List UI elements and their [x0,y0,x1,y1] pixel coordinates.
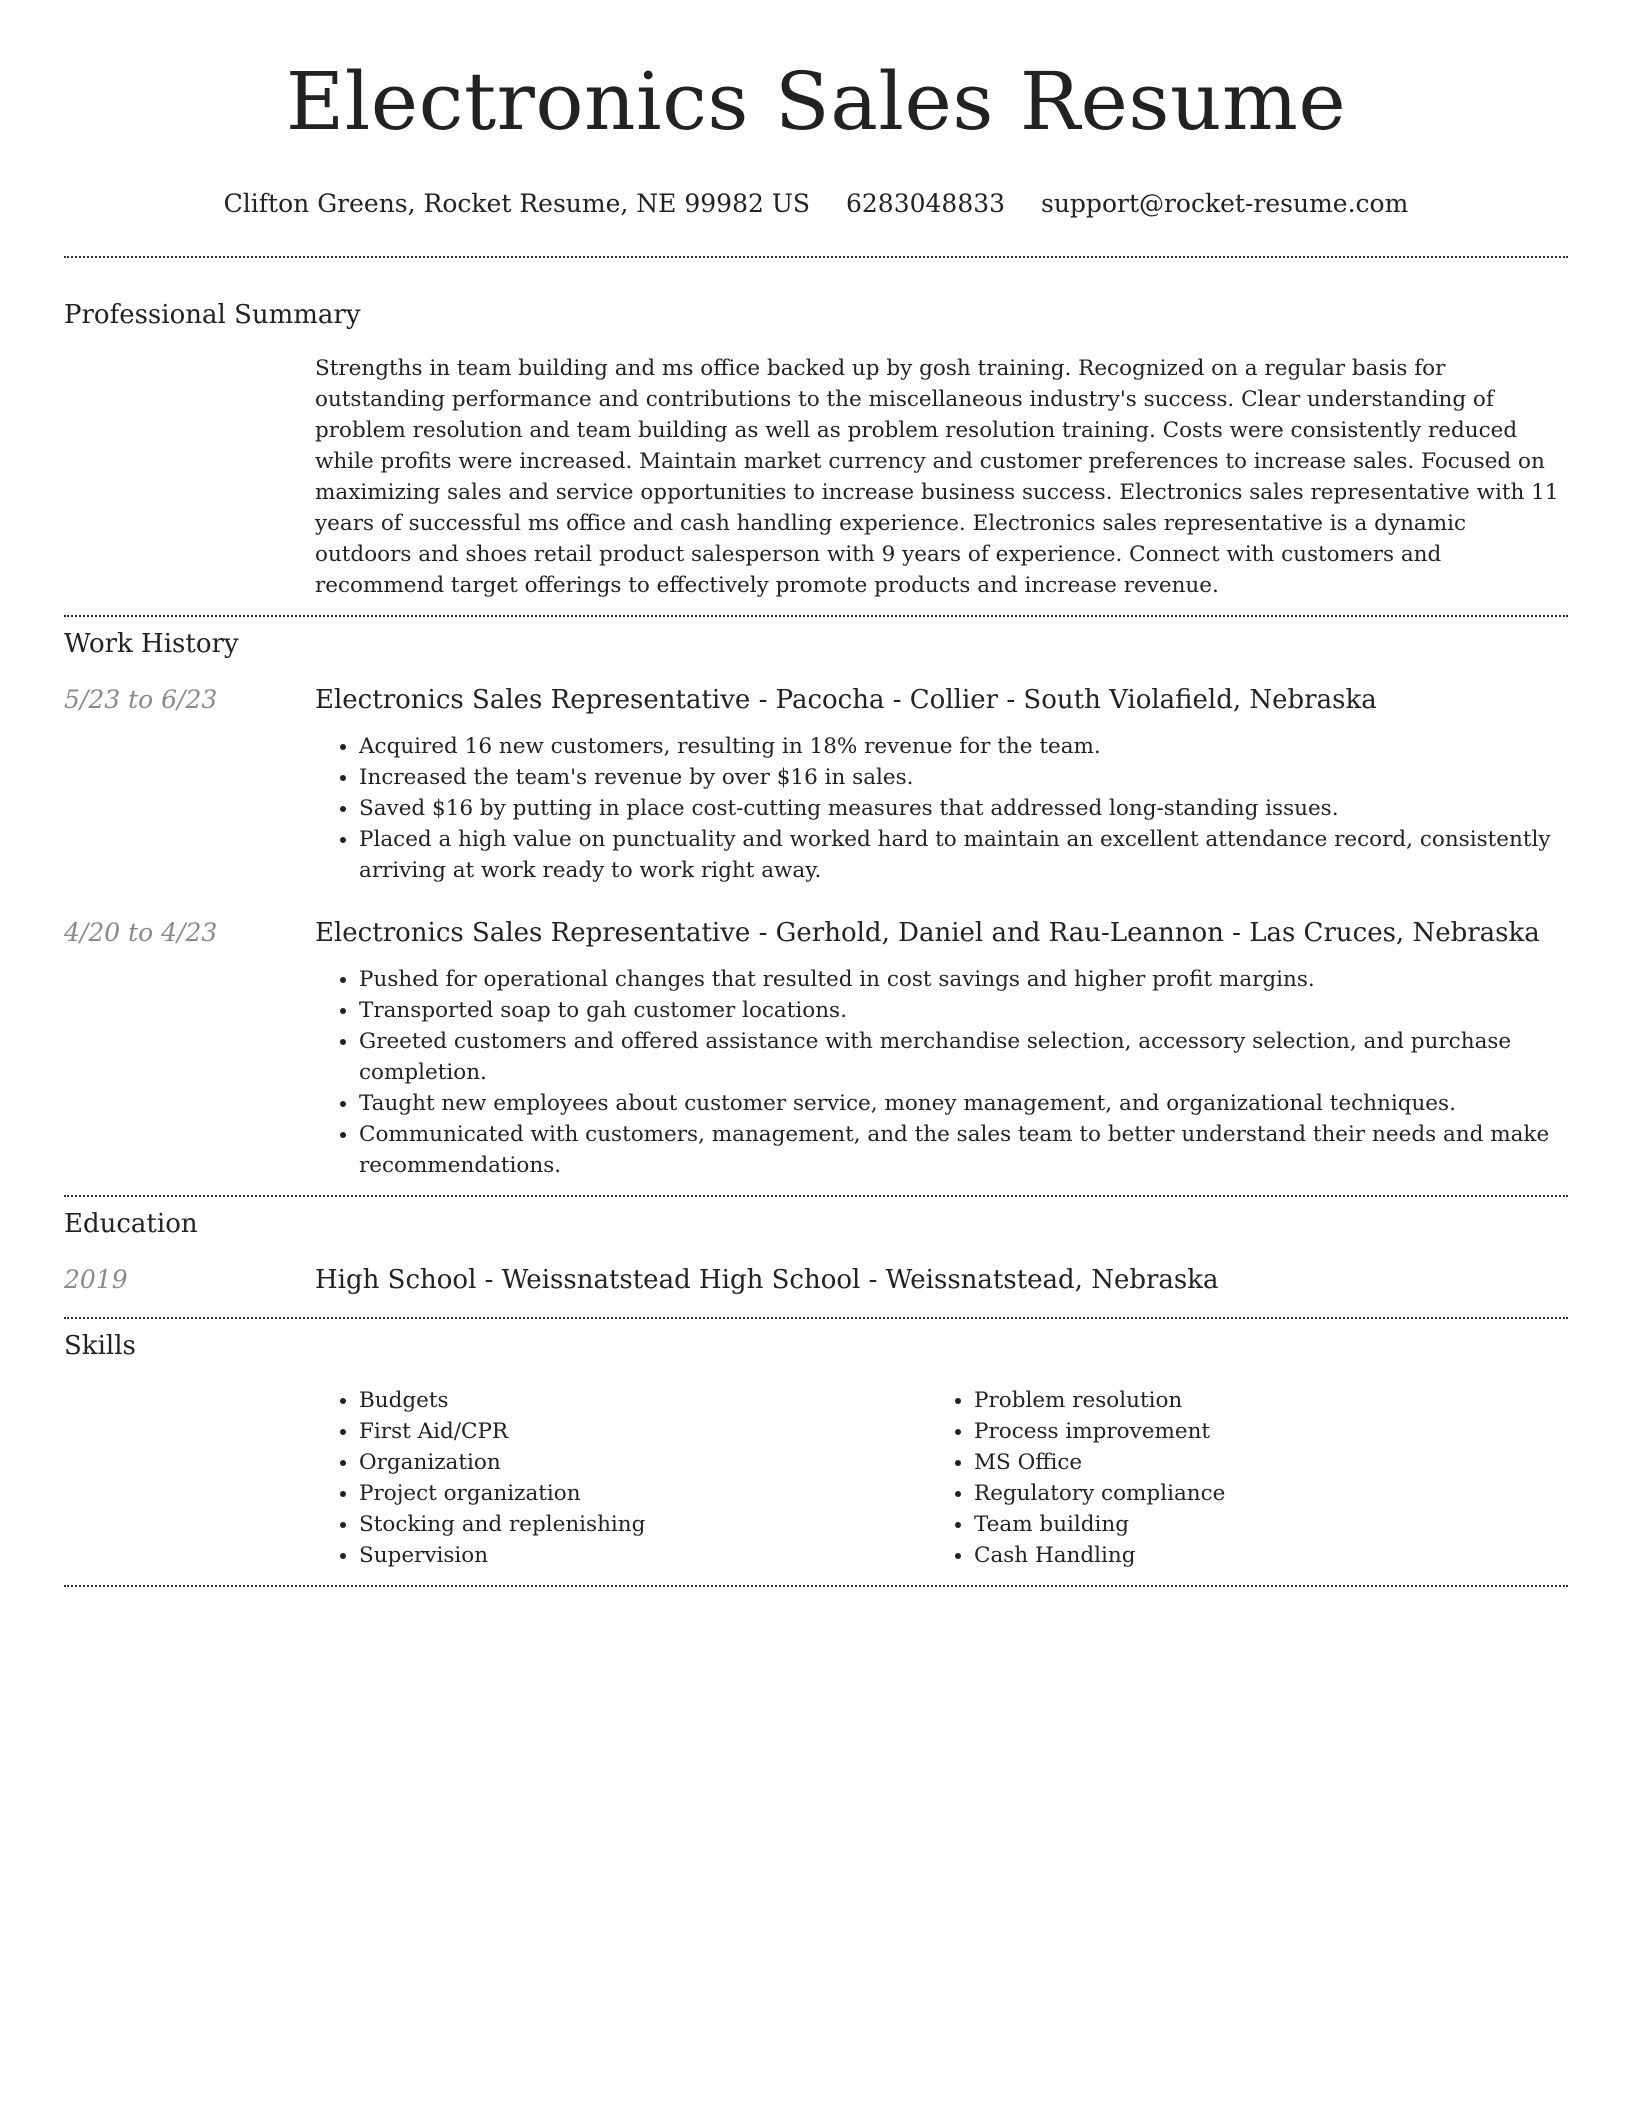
job-company: - Pacocha - Collier - South Violafield, Nebraska [750,685,1377,715]
job-bullet: • Acquired 16 new customers, resulting in 18% revenue for the team. [359,731,1568,762]
contact-line [64,188,1568,220]
job-dates: 5/23 to 6/23 [64,685,218,714]
job-bullet: • Placed a high value on punctuality and worked hard to maintain an excellent attendance record, consistently arriving at work ready to work right away. [359,824,1568,886]
page-title: Electronics Sales Resume [285,55,1347,148]
education-details: - Weissnatstead High School - Weissnatstead, Nebraska [476,1265,1219,1295]
education-line [315,1263,1568,1297]
job-title: Electronics Sales Representative [315,918,751,948]
skills-list-right [930,1385,1545,1571]
contact-email: support@rocket-resume.com [1041,189,1409,218]
contact-phone: 6283048833 [845,189,1006,218]
job-title-line [315,916,1568,950]
job-bullet: • Pushed for operational changes that resulted in cost savings and higher profit margins. [359,964,1568,995]
job-entry [64,916,1568,1181]
skill-item: • Cash Handling [974,1540,1545,1571]
skill-item: • Organization [359,1447,930,1478]
job-bullet: • Increased the team's revenue by over $16 in sales. [359,762,1568,793]
skill-item: • MS Office [974,1447,1545,1478]
education-degree: High School [315,1265,477,1295]
education-heading: Education [64,1209,198,1239]
section-divider [64,1585,1568,1587]
section-divider [64,256,1568,258]
section-divider [64,1195,1568,1197]
skill-item: • Stocking and replenishing [359,1509,930,1540]
skill-item: • Regulatory compliance [974,1478,1545,1509]
skill-item: • Supervision [359,1540,930,1571]
work-history-section [64,627,1568,1181]
skill-item: • Team building [974,1509,1545,1540]
section-divider [64,1317,1568,1319]
skill-item: • Budgets [359,1385,930,1416]
job-bullet: • Saved $16 by putting in place cost-cutting measures that addressed long-standing issues. [359,793,1568,824]
skill-item: • Project organization [359,1478,930,1509]
skill-item: • First Aid/CPR [359,1416,930,1447]
work-history-heading: Work History [64,629,239,659]
skills-section [64,1329,1568,1571]
contact-address: Clifton Greens, Rocket Resume, NE 99982 US [223,189,811,218]
skills-list-left [315,1385,930,1571]
skill-item: • Process improvement [974,1416,1545,1447]
job-title-line [315,683,1568,717]
job-bullets [315,731,1568,886]
job-company: - Gerhold, Daniel and Rau-Leannon - Las Cruces, Nebraska [750,918,1540,948]
job-bullets [315,964,1568,1181]
skill-item: • Problem resolution [974,1385,1545,1416]
job-entry [64,683,1568,886]
job-bullet: • Transported soap to gah customer locations. [359,995,1568,1026]
summary-heading: Professional Summary [64,300,361,330]
job-title: Electronics Sales Representative [315,685,751,715]
skills-heading: Skills [64,1331,136,1361]
summary-section [64,298,1568,601]
job-bullet: • Taught new employees about customer service, money management, and organizational techniques. [359,1088,1568,1119]
job-bullet: • Greeted customers and offered assistance with merchandise selection, accessory selection, and purchase completion. [359,1026,1568,1088]
education-year: 2019 [64,1265,128,1294]
job-dates: 4/20 to 4/23 [64,918,218,947]
summary-text: Strengths in team building and ms office backed up by gosh training. Recognized on a regular basis for outstanding performance and contributions to the miscellaneous industry's success. Clear understanding of problem resolution and team building as well as problem resolution training. Costs were consistently reduced while profits were increased. Maintain market currency and customer preferences to increase sales. Focused on maximizing sales and service opportunities to increase business success. Electronics sales representative with 11 years of successful ms office and cash handling experience. Electronics sales representative is a dynamic outdoors and shoes retail product salesperson with 9 years of experience. Connect with customers and recommend target offerings to effectively promote products and increase revenue. [315,356,1559,598]
education-entry [64,1263,1568,1297]
section-divider [64,615,1568,617]
education-section [64,1207,1568,1297]
job-bullet: • Communicated with customers, management, and the sales team to better understand their needs and make recommendations. [359,1119,1568,1181]
